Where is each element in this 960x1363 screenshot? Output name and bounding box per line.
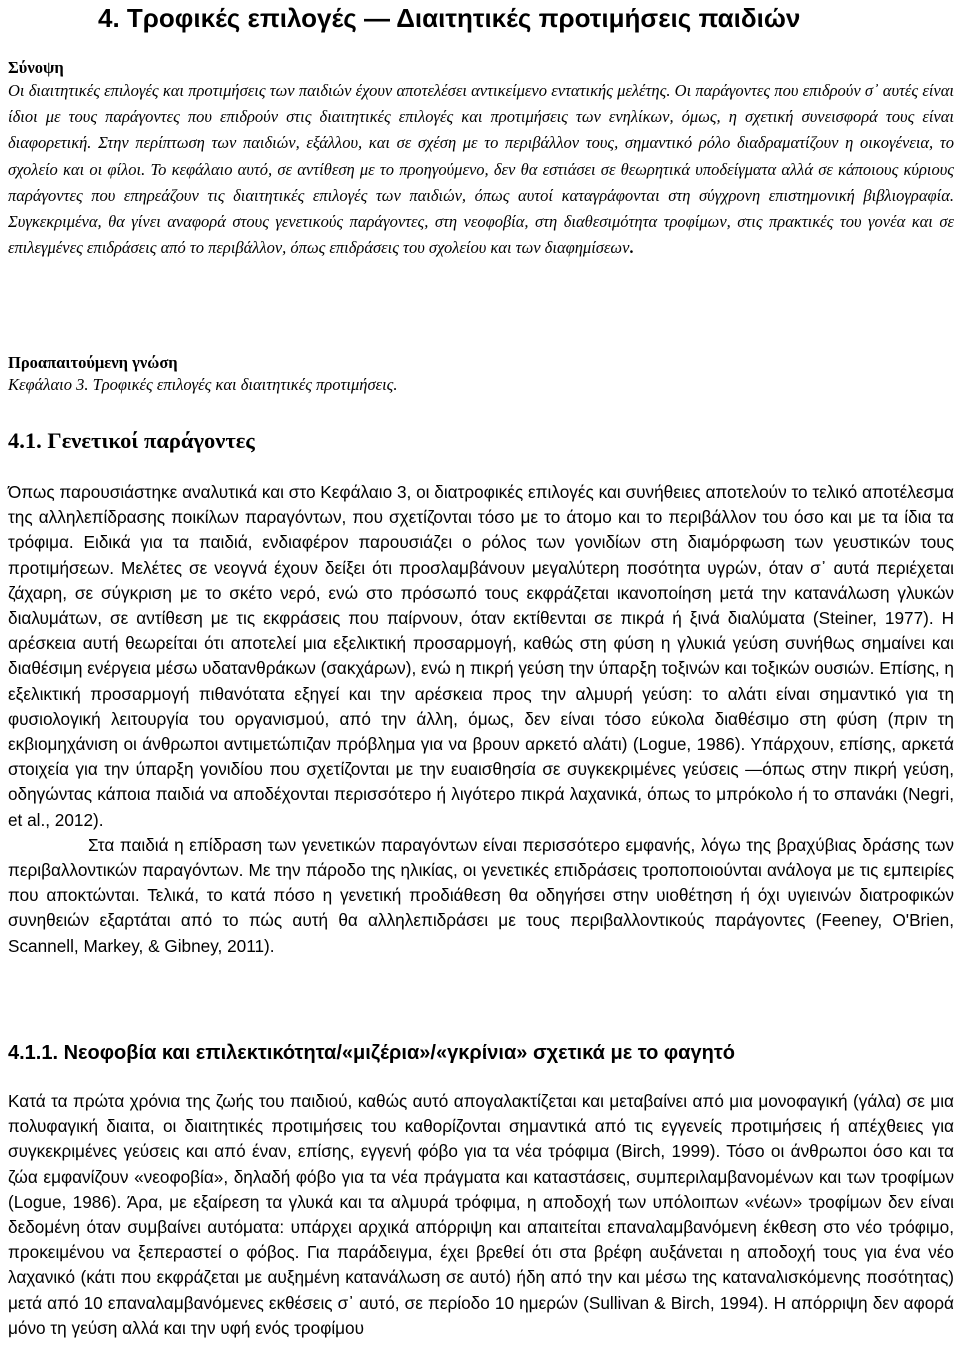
section-4-1-heading: 4.1. Γενετικοί παράγοντες <box>8 428 255 453</box>
summary-body: Οι διαιτητικές επιλογές και προτιμήσεις των παιδιών έχουν αποτελέσει αντικείμενο εντατικής μελέτης. Οι παράγοντες που επιδρούν σ᾽ αυτές είναι ίδιοι με τους παράγοντες που επιδρούν στις διαιτητικές επιλογές και προτιμήσεις των ενηλίκων, όμως, η σχετική συνεισφορά τους είναι διαφορετική. Στην περίπτωση των παιδιών, εξάλλου, και σε σχέση με το περιβάλλον τους, σημαντικό ρόλο διαδραματίζουν η οικογένεια, το σχολείο και οι φίλοι. Το κεφάλαιο αυτό, σε αντίθεση με το προηγούμενο, δεν θα εστιάσει σε θεωρητικά υποδείγματα αλλά σε κάποιους κύριους παράγοντες που επηρεάζουν τις διαιτητικές επιλογές των παιδιών, όπως αυτοί καταγράφονται στη σύγχρονη επιστημονική βιβλιογραφία. Συγκεκριμένα, θα γίνει αναφορά στους γενετικούς παράγοντες, στη νεοφοβία, στη διαθεσιμότητα τροφίμων, στις πρακτικές του γονέα και σε επιλεγμένες επιδράσεις από το περιβάλλον, όπως επιδράσεις του σχολείου και των διαφημίσεων <box>8 81 954 258</box>
summary-end-mark: . <box>629 238 634 258</box>
prerequisite-section <box>8 353 954 397</box>
summary-label: Σύνοψη <box>8 58 64 77</box>
summary-section <box>8 58 954 261</box>
section-4-1-1-heading: 4.1.1. Νεοφοβία και επιλεκτικότητα/«μιζέρια»/«γκρίνια» σχετικά με το φαγητό <box>8 1042 735 1064</box>
section-4-1-1-body <box>8 1089 954 1341</box>
section-4-1-paragraph-2: Στα παιδιά η επίδραση των γενετικών παραγόντων είναι περισσότερο εμφανής, λόγω της βραχύβιας δράσης των περιβαλλοντικών παραγόντων. Με την πάροδο της ηλικίας, οι γενετικές επιδράσεις τροποποιούνται ανάλογα με τις εμπειρίες που αποκτώνται. Τελικά, το κατά πόσο η γενετική προδιάθεση θα οδηγήσει στην υιοθέτηση ή όχι υγιεινών διατροφικών συνηθειών εξαρτάται από το πώς αυτή θα αλληλεπιδράσει με τους περιβαλλοντικούς παράγοντες (Feeney, O'Brien, Scannell, Markey, & Gibney, 2011). <box>8 834 954 956</box>
section-4-1-paragraph-1: Όπως παρουσιάστηκε αναλυτικά και στο Κεφάλαιο 3, οι διατροφικές επιλογές και συνήθειες αποτελούν το τελικό αποτέλεσμα της αλληλεπίδρασης ποικίλων παραγόντων, που σχετίζονται τόσο με το άτομο και το περιβάλλον του όσο και με τα ίδια τα τρόφιμα. Ειδικά για τα παιδιά, ενδιαφέρον παρουσιάζει ο ρόλος των γονιδίων στη διαμόρφωση των γευστικών τους προτιμήσεων. Μελέτες σε νεογνά έχουν δείξει ότι προσλαμβάνουν μεγαλύτερη ποσότητα υγρών, όταν σ᾽ αυτά περιέχεται ζάχαρη, σε σύγκριση με το σκέτο νερό, ενώ στο πρόσωπό τους εκφράζεται ικανοποίηση μετά την κατανάλωση γλυκών διαλυμάτων, σε αντίθεση με τις εκφράσεις που παίρνουν, όταν εκτίθενται σε πικρά ή ξινά διαλύματα (Steiner, 1977). Η αρέσκεια αυτή θεωρείται ότι αποτελεί μια εξελικτική προσαρμογή, καθώς στη φύση η γλυκιά γεύση συνήθως σημαίνει και διαθέσιμη ενέργεια μέσω υδατανθράκων (σακχάρων), ενώ η πικρή γεύση την ύπαρξη τοξινών και τοξικών ουσιών. Επίσης, η εξελικτική προσαρμογή πιθανότατα εξηγεί και την αρέσκεια προς την αλμυρή γεύση: το αλάτι είναι σημαντικό για τη φυσιολογική λειτουργία του οργανισμού, από την άλλη, όμως, δεν είναι τόσο εύκολα διαθέσιμο στη φύση (πριν τη εκβιομηχάνιση οι άνθρωποι αντιμετώπιζαν πρόβλημα για να βρουν αρκετό αλάτι) (Logue, 1986). Υπάρχουν, επίσης, αρκετά στοιχεία για την ύπαρξη γονιδίου που σχετίζονται με την ευαισθησία σε συγκεκριμένες γεύσεις —όπως στην πικρή γεύση, οδηγώντας κάποια παιδιά να αποδέχονται περισσότερο ή λιγότερο πικρά λαχανικά, όπως το μπρόκολο ή το σπανάκι (Negri, et al., 2012). <box>8 482 954 830</box>
section-4-1-1 <box>8 1040 954 1066</box>
prerequisite-text: Κεφάλαιο 3. Τροφικές επιλογές και διαιτητικές προτιμήσεις. <box>8 375 398 394</box>
section-4-1 <box>8 427 954 455</box>
prerequisite-label: Προαπαιτούμενη γνώση <box>8 353 178 372</box>
section-4-1-body <box>8 480 954 959</box>
summary-text <box>8 78 954 261</box>
page-title: 4. Τροφικές επιλογές — Διαιτητικές προτιμήσεις παιδιών <box>98 3 801 33</box>
section-4-1-1-paragraph-1: Κατά τα πρώτα χρόνια της ζωής του παιδιού, καθώς αυτό απογαλακτίζεται και μεταβαίνει από μια μονοφαγική (γάλα) σε μια πολυφαγική διαιτα, οι διαιτητικές προτιμήσεις του καθορίζονται σημαντικά από τις εγγενείς προτιμήσεις ή απέχθειες για συγκεκριμένες γεύσεις και από έναν, επίσης, εγγενή φόβο για τα νέα τρόφιμα (Birch, 1999). Τόσο οι άνθρωποι όσο και τα ζώα εμφανίζουν «νεοφοβία», δηλαδή φόβο για τα νέα πράγματα και καταστάσεις, συμπεριλαμβανομένων και των τροφίμων (Logue, 1986). Άρα, με εξαίρεση τα γλυκά και τα αλμυρά τρόφιμα, η αποδοχή των υπόλοιπων «νέων» τροφίμων δεν είναι δεδομένη όταν συμβαίνει αυτόματα: υπάρχει αρχικά απόρριψη και απαιτείται επαναλαμβανόμενη έκθεση στο νέο τρόφιμο, προκειμένου να ξεπεραστεί ο φόβος. Για παράδειγμα, έχει βρεθεί ότι στα βρέφη αυξάνεται η αποδοχή τους για ένα νέο λαχανικό (κάτι που εκφράζεται με αυξημένη κατανάλωση σε αυτό) ήδη από την και μέσω της καταναλισκόμενης ποσότητας) μετά από 10 επαναλαμβανόμενες εκθέσεις σ᾽ αυτό, σε περίοδο 10 ημερών (Sullivan & Birch, 1994). Η απόρριψη δεν αφορά μόνο τη γεύση αλλά και την υφή ενός τροφίμου <box>8 1091 954 1338</box>
